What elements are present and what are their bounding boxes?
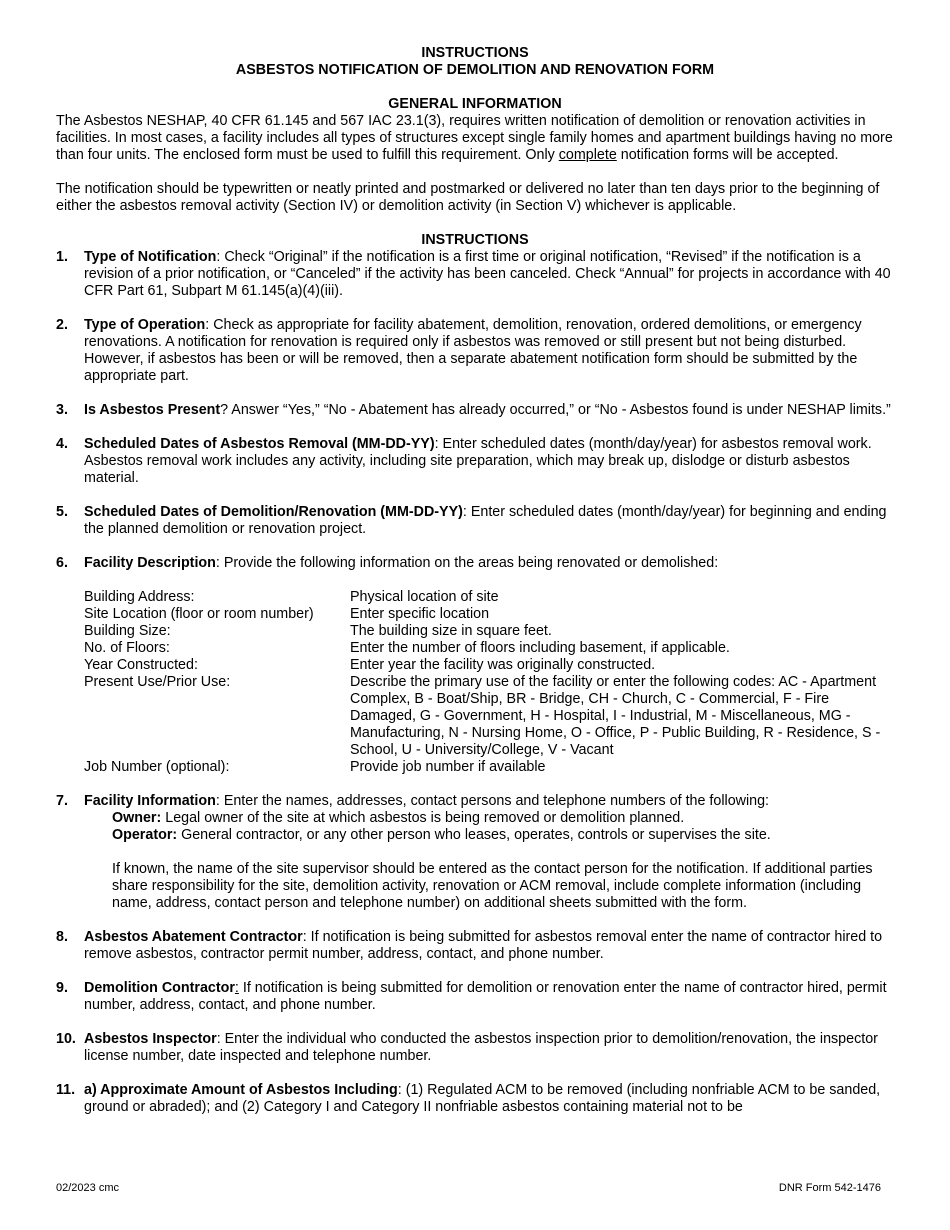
facility-description-table bbox=[84, 589, 894, 776]
facility-field-label: Building Size: bbox=[84, 623, 171, 639]
facility-field-desc: Enter the number of floors including basement, if applicable. bbox=[350, 640, 730, 656]
facility-field-desc: Enter year the facility was originally constructed. bbox=[350, 657, 656, 673]
site-supervisor-note: If known, the name of the site supervisor should be entered as the contact person for the notification. If additional parties share responsibility for the site, demolition activity, renovation or ACM removal, include complete information (including name, address, contact person and telephone number) on additional sheets submitted with the form. bbox=[112, 861, 873, 911]
facility-field-desc: Physical location of site bbox=[350, 589, 499, 605]
operator-definition: Operator: General contractor, or any other person who leases, operates, controls or supervises the site. bbox=[112, 827, 771, 843]
facility-field-desc: Enter specific location bbox=[350, 606, 490, 622]
instructions-heading: INSTRUCTIONS bbox=[421, 232, 529, 248]
facility-field-desc: The building size in square feet. bbox=[350, 623, 552, 639]
facility-field-label: No. of Floors: bbox=[84, 640, 170, 656]
facility-field-label: Present Use/Prior Use: bbox=[84, 674, 231, 690]
instruction-item-11: 11. a) Approximate Amount of Asbestos Including: (1) Regulated ACM to be removed (including nonfriable ACM to be sanded, ground or abraded); and (2) Category I and Category II nonfriable asbestos containing material not to be bbox=[56, 1082, 881, 1115]
facility-field-label: Year Constructed: bbox=[84, 657, 198, 673]
instruction-item-2: 2. Type of Operation: Check as appropriate for facility abatement, demolition, renovation, ordered demolitions, or emergency renovations. A notification for renovation is required only if asbestos was removed or still present but not being disturbed. However, if asbestos has been or will be removed, then a separate abatement notification form should be submitted by the appropriate part. bbox=[56, 317, 862, 384]
facility-field-label: Job Number (optional): bbox=[84, 759, 230, 775]
general-info-heading: GENERAL INFORMATION bbox=[388, 96, 562, 112]
instruction-item-8: 8. Asbestos Abatement Contractor: If notification is being submitted for asbestos removal enter the name of contractor hired to remove asbestos, contractor permit number, address, contact, and phone number. bbox=[56, 929, 883, 962]
owner-definition: Owner: Legal owner of the site at which asbestos is being removed or demolition planned. bbox=[112, 810, 685, 826]
footer-form-number: DNR Form 542-1476 bbox=[778, 1182, 881, 1194]
footer-revision-date: 02/2023 cmc bbox=[56, 1182, 119, 1194]
instruction-item-10: 10. Asbestos Inspector: Enter the individual who conducted the asbestos inspection prior to demolition/renovation, the inspector license number, date inspected and telephone number. bbox=[56, 1031, 878, 1064]
doc-title-form-name: ASBESTOS NOTIFICATION OF DEMOLITION AND RENOVATION FORM bbox=[235, 62, 715, 78]
instruction-item-4: 4. Scheduled Dates of Asbestos Removal (MM-DD-YY): Enter scheduled dates (month/day/year) for asbestos removal work. Asbestos removal work includes any activity, including site preparation, which may break up, dislodge or disturb asbestos material. bbox=[56, 436, 872, 486]
instruction-item-9: 9. Demolition Contractor: If notification is being submitted for demolition or renovation enter the name of contractor hired, permit number, address, contact, and phone number. bbox=[56, 980, 887, 1013]
general-info-paragraph-1: The Asbestos NESHAP, 40 CFR 61.145 and 567 IAC 23.1(3), requires written notification of demolition or renovation activities in facilities. In most cases, a facility includes all types of structures except single family homes and apartment buildings having no more than four units. The enclosed form must be used to fulfill this requirement. Only complete notification forms will be accepted. bbox=[56, 113, 893, 163]
emphasis-complete: complete bbox=[558, 147, 617, 163]
document-page bbox=[56, 45, 894, 1116]
facility-field-desc: Provide job number if available bbox=[350, 759, 546, 775]
instruction-item-1: 1. Type of Notification: Check “Original” if the notification is a first time or original notification, “Revised” if the notification is a revision of a prior notification, or “Canceled” if the activity has been canceled. Check “Annual” for projects in accordance with 40 CFR Part 61, Subpart M 61.145(a)(4)(iii). bbox=[56, 249, 891, 299]
general-info-paragraph-2: The notification should be typewritten or neatly printed and postmarked or delivered no later than ten days prior to the beginning of either the asbestos removal activity (Section IV) or demolition activity (in Section V) whichever is applicable. bbox=[56, 181, 880, 214]
facility-field-desc: Describe the primary use of the facility or enter the following codes: AC - Apartment Complex, B - Boat/Ship, BR - Bridge, CH - Church, C - Commercial, F - Fire Damaged, G - Government, H - Hospital, I - Industrial, M - Miscellaneous, MG - Manufacturing, N - Nursing Home, O - Office, P - Public Building, R - Residence, S - School, U - University/College, V - Vacant bbox=[350, 674, 881, 758]
doc-title-instructions: INSTRUCTIONS bbox=[421, 45, 529, 61]
facility-field-label: Site Location (floor or room number) bbox=[84, 606, 314, 622]
instruction-item-6: 6. Facility Description: Provide the following information on the areas being renovated or demolished: bbox=[56, 555, 719, 571]
instruction-item-5: 5. Scheduled Dates of Demolition/Renovation (MM-DD-YY): Enter scheduled dates (month/day/year) for beginning and ending the planned demolition or renovation project. bbox=[56, 504, 887, 537]
instruction-item-7: 7. Facility Information: Enter the names, addresses, contact persons and telephone numbers of the following: Owner: Legal owner of the site at which asbestos is being removed or demolition planned. Operator: General contractor, or any other person who leases, operates, controls or supervises the site. If known, the name of the site supervisor should be entered as the contact person for the notification. If additional parties share responsibility for the site, demolition activity, renovation or ACM removal, include complete information (including name, address, contact person and telephone number) on additional sheets submitted with the form. bbox=[56, 793, 894, 912]
facility-field-label: Building Address: bbox=[84, 589, 195, 605]
instruction-item-3: 3. Is Asbestos Present? Answer “Yes,” “No - Abatement has already occurred,” or “No - Asbestos found is under NESHAP limits.” bbox=[56, 402, 891, 418]
